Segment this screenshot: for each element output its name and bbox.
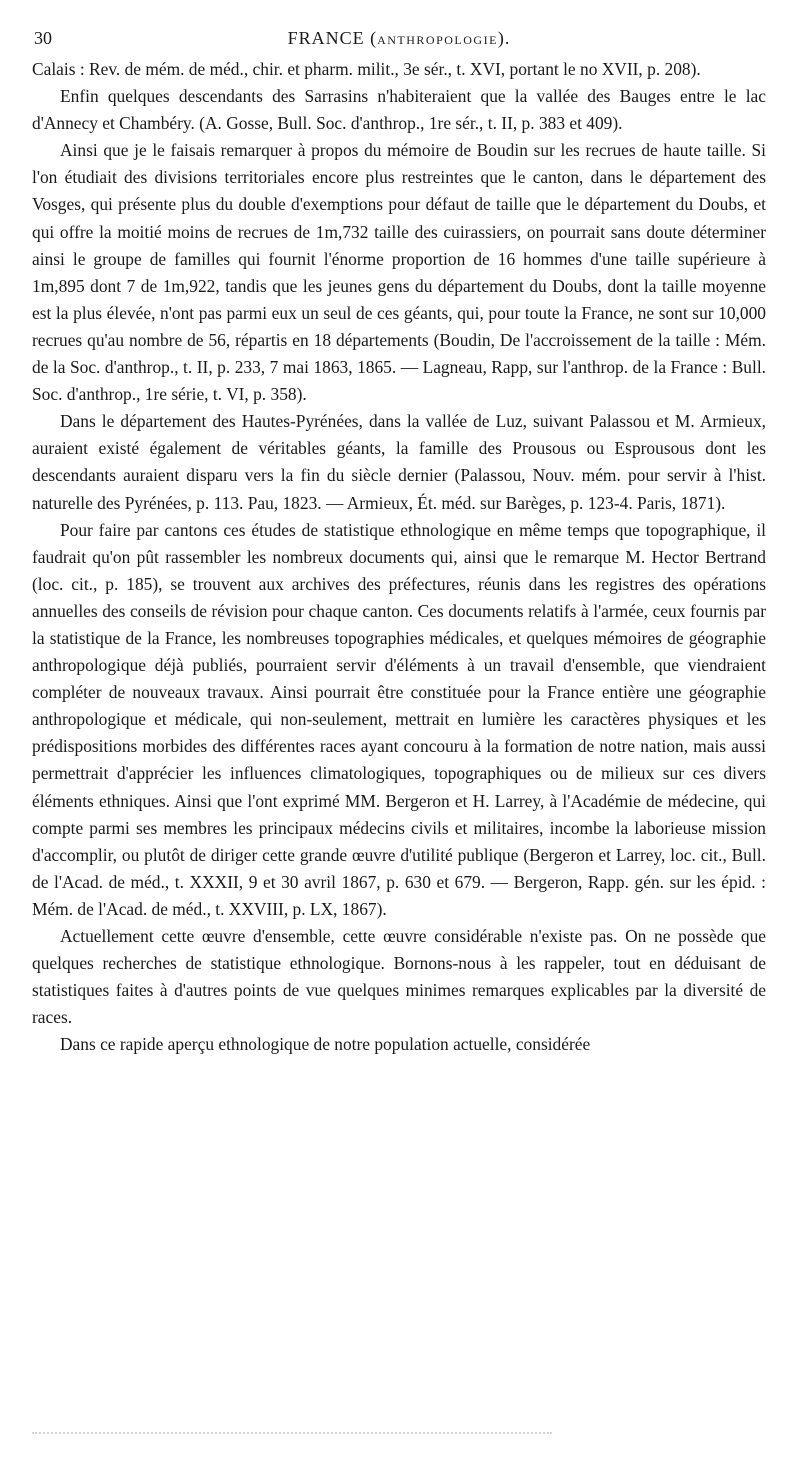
paragraph-statistique-cantons: Pour faire par cantons ces études de statistique ethnologique en même temps que topographique, il faudrait qu'on pût rassembler les nombreux documents qui, ainsi que le remarque M. Hector Bertrand (loc. cit., p. 185), se trouvent aux archives des préfectures, réunis dans les registres des opérations annuelles des conseils de révision pour chaque canton. Ces documents relatifs à l'armée, ceux fournis par la statistique de la France, les nombreuses topographies médicales, et quelques mémoires de géographie anthropologique déjà publiés, pourraient servir d'éléments à un travail d'ensemble, que viendraient compléter de nouveaux travaux. Ainsi pourrait être constituée pour la France entière une géographie anthropologique et médicale, qui non-seulement, mettrait en lumière les caractères physiques et les prédispositions morbides des différentes races ayant concouru à la formation de notre nation, mais aussi permettrait d'apprécier les influences climatologiques, topographiques ou de milieux sur ces divers éléments ethniques. Ainsi que l'ont exprimé MM. Bergeron et H. Larrey, à l'Académie de médecine, qui compte parmi ses membres les principaux médecins civils et militaires, incombe la laborieuse mission d'accomplir, ou plutôt de diriger cette grande œuvre d'utilité publique (Bergeron et Larrey, loc. cit., Bull. de l'Acad. de méd., t. XXXII, 9 et 30 avril 1867, p. 630 et 679. — Bergeron, Rapp. gén. sur les épid. : Mém. de l'Acad. de méd., t. XXVIII, p. LX, 1867). [32,519,766,919]
paragraph-sarrasins: Enfin quelques descendants des Sarrasins n'habiteraient que la vallée des Bauges entre le lac d'Annecy et Chambéry. (A. Gosse, Bull. Soc. d'anthrop., 1re sér., t. II, p. 383 et 409). [32,86,766,134]
document-page [32,28,766,1058]
running-head-close: ). [497,28,511,48]
paragraph-continuation: Calais : Rev. de mém. de méd., chir. et pharm. milit., 3e sér., t. XVI, portant le no XVII, p. 208). [32,59,701,79]
running-head-subtitle: ANTHROPOLOGIE [377,33,498,47]
running-head-title: FRANCE ( [287,28,378,48]
paragraph-apercu-ethnologique: Dans ce rapide aperçu ethnologique de notre population actuelle, considérée [60,1034,591,1055]
running-head [32,28,766,49]
paragraph-recrues-haute-taille: Ainsi que je le faisais remarquer à propos du mémoire de Boudin sur les recrues de haute taille. Si l'on étudiait des divisions territoriales encore plus restreintes que le canton, dans le département des Vosges, qui présente plus du double d'exemptions pour défaut de taille que le département du Doubs, et qui offre la moitié moins de recrues de 1m,732 taille des cuirassiers, on pourrait sans doute déterminer ainsi le groupe de familles qui fournit l'énorme proportion de 16 hommes d'une taille supérieure à 1m,895 dont 7 de 1m,922, tandis que les jeunes gens du département du Doubs, dont la taille moyenne est la plus élevée, n'ont pas parmi eux un seul de ces géants, qui, pour toute la France, ne sont sur 10,000 recrues qu'au nombre de 56, répartis en 18 départements (Boudin, De l'accroissement de la taille : Mém. de la Soc. d'anthrop., t. II, p. 233, 7 mai 1863, 1865. — Lagneau, Rapp, sur l'anthrop. de la France : Bull. Soc. d'anthrop., 1re série, t. VI, p. 358). [32,140,766,405]
paragraph-oeuvre-ensemble: Actuellement cette œuvre d'ensemble, cette œuvre considérable n'existe pas. On ne possède que quelques recherches de statistique ethnologique. Bornons-nous à les rappeler, tout en déduisant de statistiques faites à d'autres points de vue quelques minimes remarques explicables par la diversité de races. [32,926,766,1028]
page-number: 30 [34,28,52,48]
paragraph-hautes-pyrenees: Dans le département des Hautes-Pyrénées, dans la vallée de Luz, suivant Palassou et M. Armieux, auraient existé également de véritables géants, la famille des Prousous ou Esprousous dont les descendants auraient disparu vers la fin du siècle dernier (Palassou, Nouv. mém. pour servir à l'hist. naturelle des Pyrénées, p. 113. Pau, 1823. — Armieux, Ét. méd. sur Barèges, p. 123-4. Paris, 1871). [32,411,766,513]
footer-divider [32,1432,552,1434]
page-header [32,28,766,56]
